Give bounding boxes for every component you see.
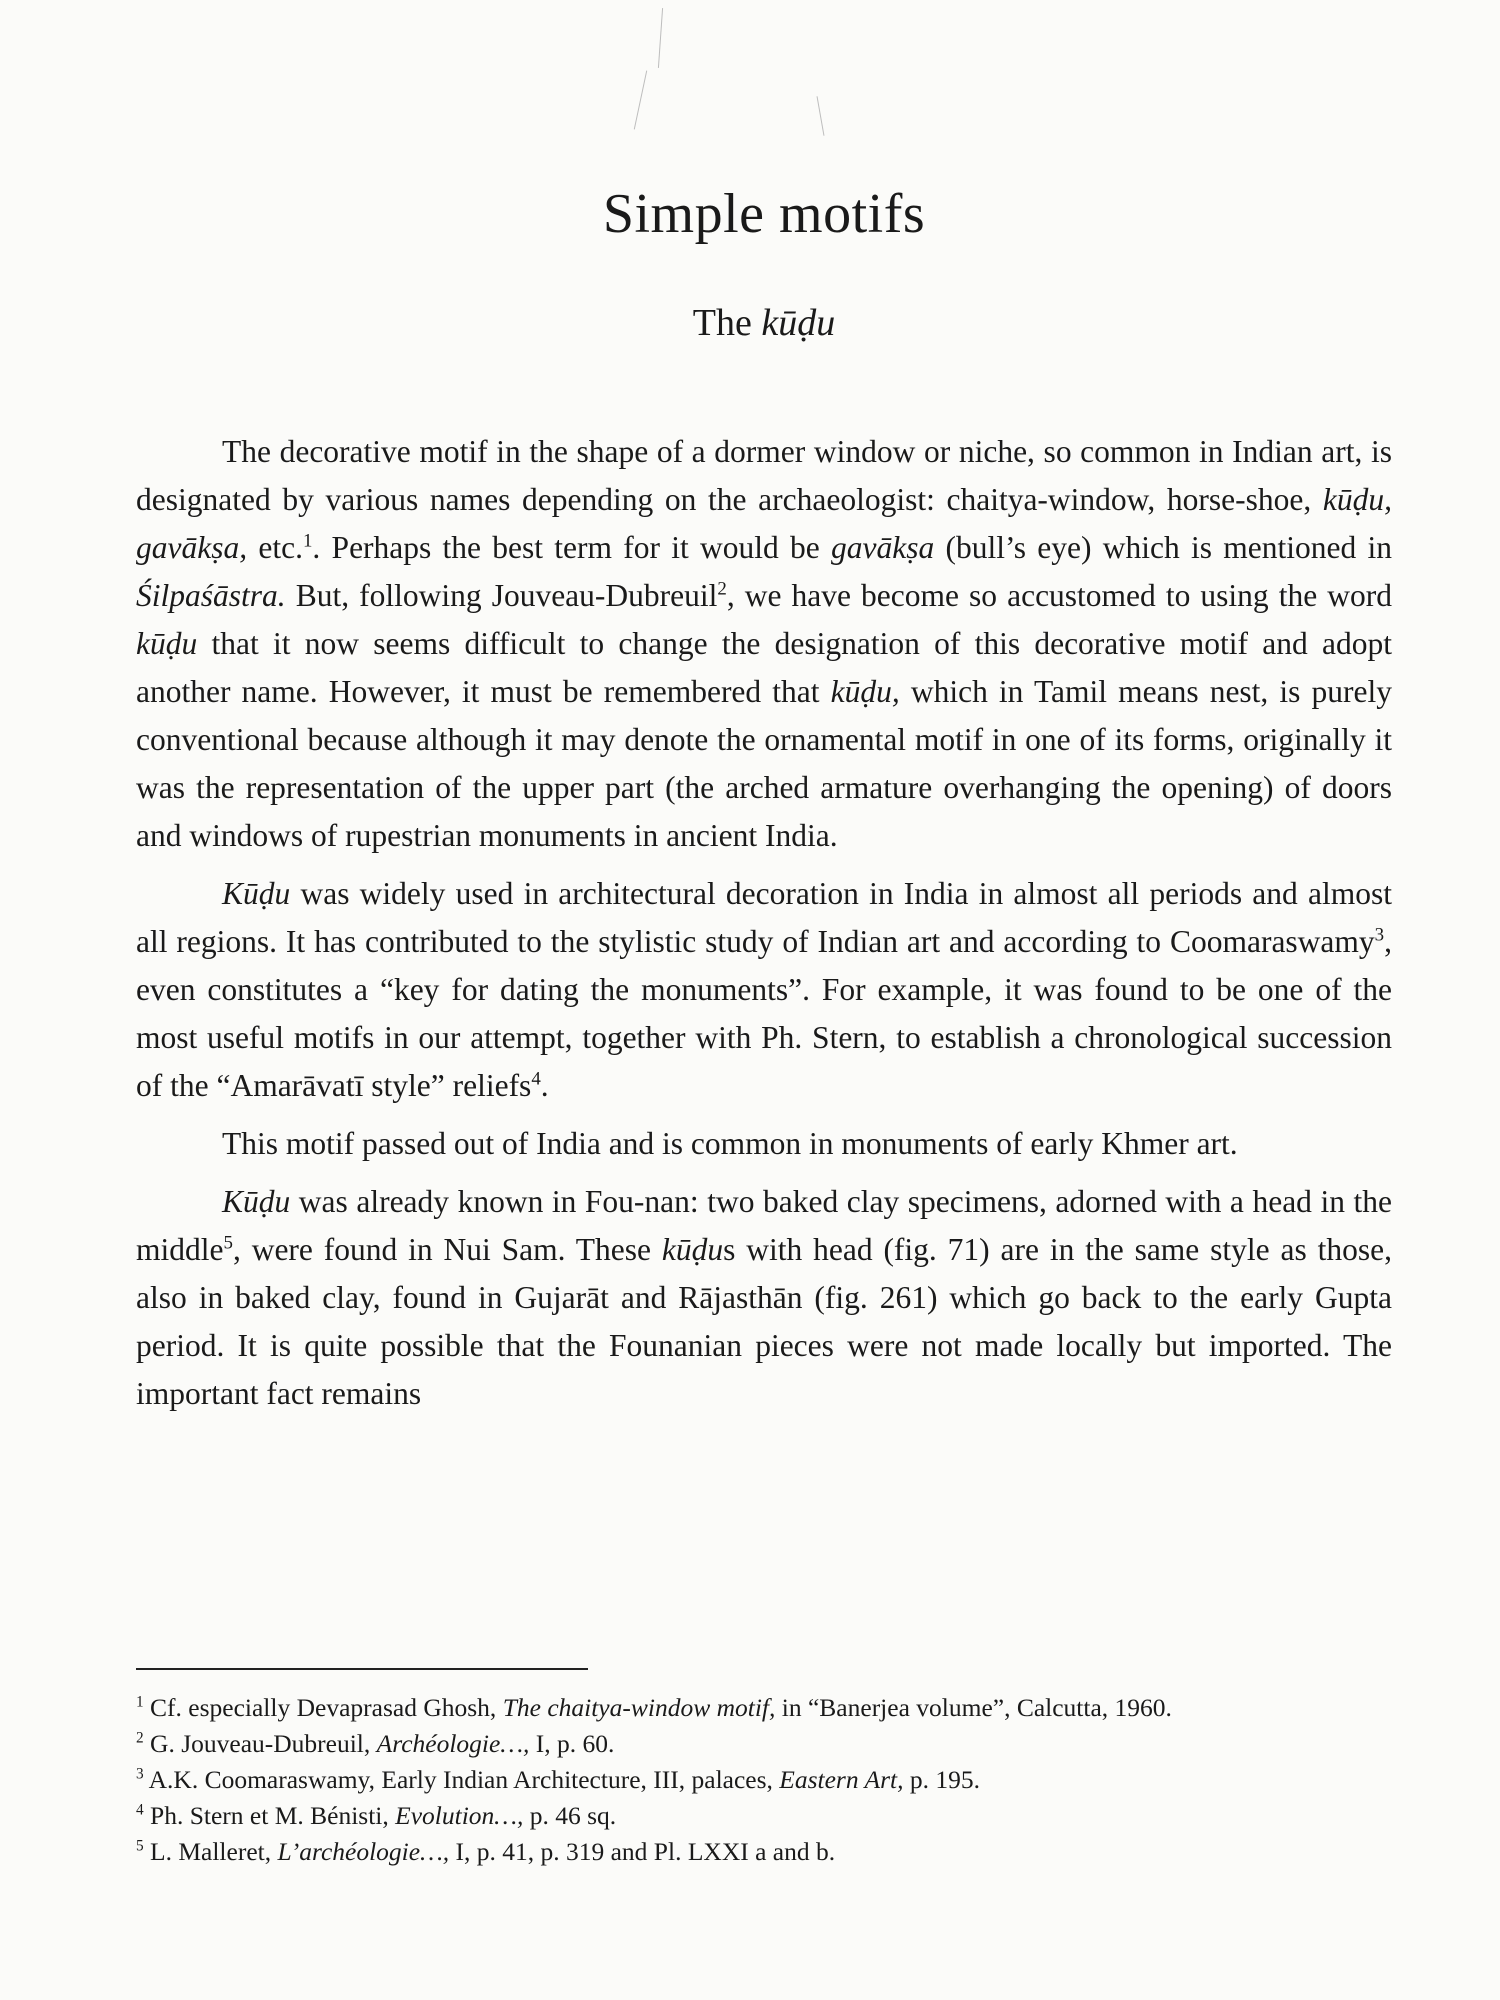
footnote	[136, 1798, 1392, 1834]
body-paragraph	[136, 428, 1392, 860]
section-heading-term: kūḍu	[761, 302, 836, 344]
italic-text: Evolution…,	[395, 1801, 524, 1830]
footnote	[136, 1834, 1392, 1870]
section-heading-prefix: The	[692, 302, 762, 344]
text-run: , were found in Nui Sam. These	[232, 1232, 662, 1267]
scan-artifact-mark	[658, 8, 663, 68]
footnote-number: 2	[136, 1729, 144, 1747]
text-run: s with head (fig. 71) are in the same style as those, also in baked clay, found in Gujarāt and Rājasthān (fig. 261) which go back to the early Gupta period. It is quite possible that the Founanian pieces were not made locally but imported. The important fact remains	[136, 1232, 1392, 1411]
italic-text: L’archéologie…,	[277, 1837, 450, 1866]
italic-text: kūḍu, gavākṣa,	[136, 482, 1392, 565]
footnote-number: 4	[136, 1801, 144, 1819]
footnote-reference: 4	[531, 1068, 541, 1090]
italic-text: gavākṣa	[831, 530, 935, 565]
footnote-divider	[136, 1668, 588, 1670]
italic-text: kūḍu	[136, 626, 198, 661]
italic-text: kūḍu,	[830, 674, 900, 709]
text-run: This motif passed out of India and is common in monuments of early Khmer art.	[222, 1126, 1238, 1161]
text-run: , we have become so accustomed to using the word	[726, 578, 1392, 613]
footnote-number: 3	[136, 1765, 144, 1783]
text-run: was widely used in architectural decoration in India in almost all periods and almost all regions. It has contributed to the stylistic study of Indian art and according to Coomaraswamy	[136, 876, 1392, 959]
italic-text: Kūḍu	[222, 876, 291, 911]
footnote-reference: 3	[1374, 924, 1385, 946]
text-run: in “Banerjea volume”, Calcutta, 1960.	[775, 1693, 1172, 1722]
text-run: I, p. 60.	[529, 1729, 615, 1758]
text-run: A.K. Coomaraswamy, Early Indian Architecture, III, palaces,	[143, 1765, 780, 1794]
text-run: G. Jouveau-Dubreuil,	[143, 1729, 377, 1758]
body-text	[136, 428, 1392, 1428]
footnote-number: 5	[136, 1837, 144, 1855]
text-run: Cf. especially Devaprasad Ghosh,	[143, 1693, 503, 1722]
footnote	[136, 1762, 1392, 1798]
text-run: . Perhaps the best term for it would be	[312, 530, 832, 565]
italic-text: The chaitya-window motif,	[502, 1693, 776, 1722]
footnote-reference: 5	[223, 1232, 233, 1254]
text-run: .	[540, 1068, 549, 1103]
body-paragraph	[136, 1178, 1392, 1418]
italic-text: Archéologie…,	[376, 1729, 530, 1758]
scan-artifact-mark	[634, 71, 647, 130]
text-run: But, following Jouveau-Dubreuil	[285, 578, 718, 613]
text-run: etc.	[247, 530, 303, 565]
italic-text: Kūḍu	[222, 1184, 291, 1219]
scan-artifact-mark	[817, 96, 825, 136]
footnote	[136, 1726, 1392, 1762]
footnotes	[136, 1690, 1392, 1870]
text-run: p. 46 sq.	[523, 1801, 617, 1830]
footnote-reference: 1	[302, 530, 313, 552]
text-run: (bull’s eye) which is mentioned in	[934, 530, 1392, 565]
text-run: I, p. 41, p. 319 and Pl. LXXI a and b.	[449, 1837, 836, 1866]
text-run: which in Tamil means nest, is purely conventional because although it may denote the ornamental motif in one of its forms, originally it was the representation of the upper part (the arched armature overhanging the opening) of doors and windows of rupestrian monuments in ancient India.	[136, 674, 1393, 853]
page-title: Simple motifs	[602, 183, 926, 245]
text-run: that it now seems difficult to change the designation of this decorative motif and adopt another name. However, it must be remembered that	[136, 626, 1392, 709]
text-run: The decorative motif in the shape of a dormer window or niche, so common in Indian art, is designated by various names depending on the archaeologist: chaitya-window, horse-shoe,	[136, 434, 1392, 517]
text-run: was already known in Fou-nan: two baked clay specimens, adorned with a head in the middle	[136, 1184, 1392, 1267]
text-run: p. 195.	[903, 1765, 980, 1794]
italic-text: Śilpaśāstra.	[136, 578, 286, 613]
italic-text: Eastern Art,	[779, 1765, 904, 1794]
section-heading	[136, 301, 1392, 345]
italic-text: kūḍu	[661, 1232, 724, 1267]
text-run: L. Malleret,	[143, 1837, 278, 1866]
body-paragraph	[136, 870, 1392, 1110]
footnote	[136, 1690, 1392, 1726]
footnote-reference: 2	[717, 578, 727, 600]
text-run: Ph. Stern et M. Bénisti,	[143, 1801, 396, 1830]
body-paragraph	[136, 1120, 1392, 1168]
text-run: , even constitutes a “key for dating the monuments”. For example, it was found to be one of the most useful motifs in our attempt, together with Ph. Stern, to establish a chronological succession of the “Amarāvatī style” reliefs	[136, 924, 1392, 1103]
footnote-number: 1	[136, 1693, 144, 1711]
